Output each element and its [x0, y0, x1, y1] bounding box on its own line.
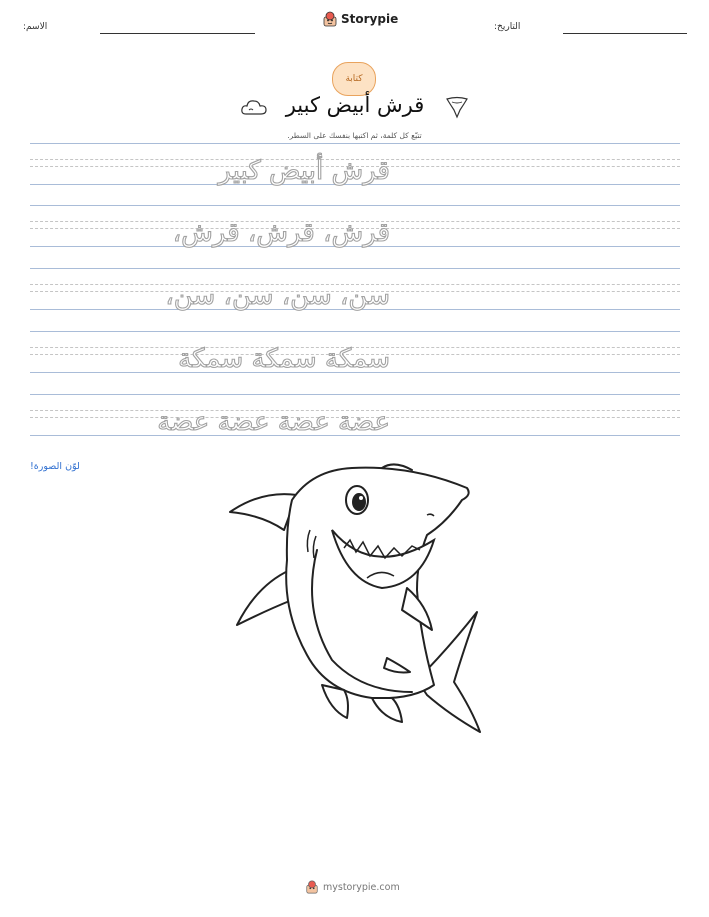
shark-tooth-icon	[444, 94, 470, 120]
practice-row[interactable]	[30, 268, 680, 332]
practice-row[interactable]	[30, 205, 680, 269]
row-top-line	[30, 331, 680, 332]
cloud-icon	[240, 98, 268, 118]
trace-text: عضة عضة عضة عضة	[157, 407, 390, 437]
storypie-logo-icon	[322, 11, 338, 27]
worksheet-title: قرش أبيض كبير	[285, 93, 425, 117]
writing-badge: كتابة	[332, 62, 376, 96]
footer-site-link[interactable]: mystorypie.com	[323, 881, 400, 893]
instruction-text: تتبّع كل كلمة، ثم اكتبها بنفسك على السطر.	[287, 131, 422, 140]
footer	[305, 880, 400, 894]
practice-row[interactable]	[30, 331, 680, 395]
brand	[322, 11, 398, 27]
title-area	[0, 93, 709, 125]
row-top-line	[30, 268, 680, 269]
date-field-line[interactable]	[563, 33, 687, 34]
name-label: الاسم:	[23, 22, 48, 32]
date-label: التاريخ:	[494, 22, 521, 32]
trace-text: سمكة سمكة سمكة	[178, 344, 390, 374]
trace-text: قرش، قرش، قرش،	[172, 218, 390, 248]
shark-illustration	[222, 460, 490, 740]
trace-text: قرش أبيض كبير	[218, 156, 390, 186]
row-top-line	[30, 143, 680, 144]
storypie-logo-icon	[305, 880, 319, 894]
row-top-line	[30, 394, 680, 395]
row-top-line	[30, 205, 680, 206]
trace-text: سن، سن، سن، سن،	[165, 281, 390, 311]
brand-name: Storypie	[341, 12, 399, 26]
practice-row[interactable]	[30, 394, 680, 458]
practice-row[interactable]	[30, 143, 680, 207]
name-field-line[interactable]	[100, 33, 255, 34]
color-instruction: لوّن الصورة!	[30, 461, 80, 472]
